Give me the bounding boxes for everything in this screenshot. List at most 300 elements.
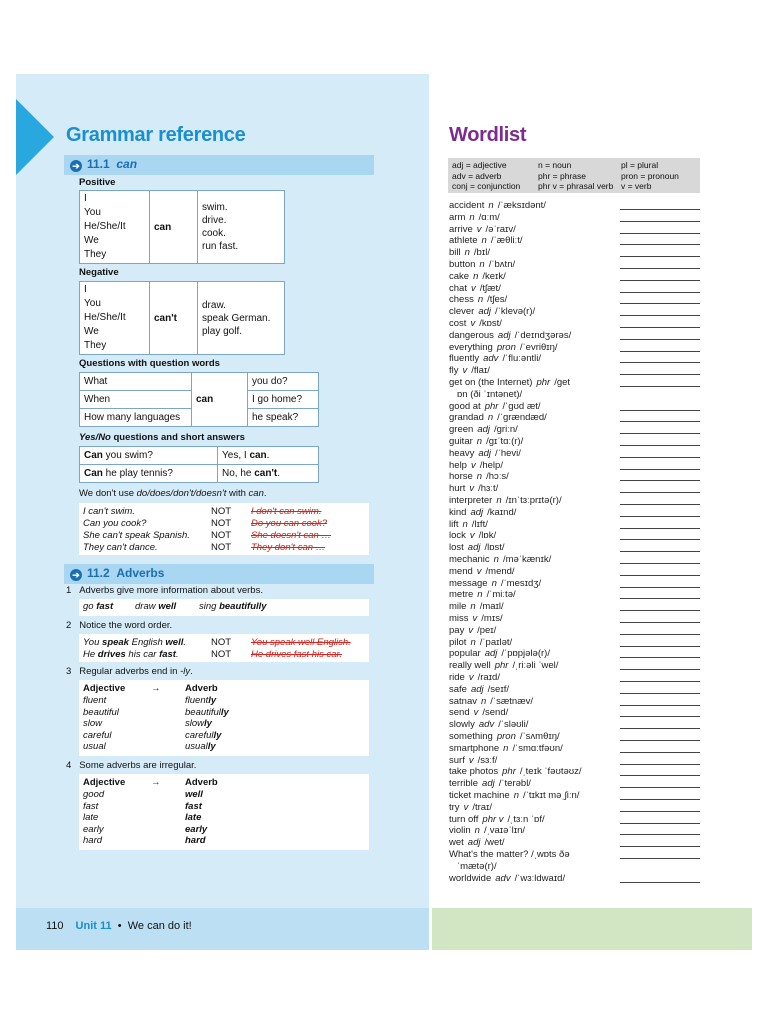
pronunciation: /ˈsætnæv/ [490, 695, 534, 707]
part-of-speech: v [473, 707, 479, 719]
wordlist-entry [449, 330, 571, 341]
legend-item: v = verb [621, 181, 652, 191]
yesno-table [79, 446, 319, 483]
section-header-adverbs: ➔ 11.2 Adverbs [64, 564, 374, 584]
wordlist-entry [449, 507, 516, 518]
pronunciation: /ˈklevə(r)/ [495, 306, 536, 318]
grammar-reference-title: Grammar reference [66, 124, 246, 146]
question-end: he speak? [248, 409, 319, 427]
part-of-speech: v [476, 565, 482, 577]
word: ɒn (ði ˈɪntənet)/ [457, 388, 523, 400]
wordlist-entry [449, 660, 558, 671]
arrow-right-icon: ➔ [70, 569, 82, 581]
part-of-speech: adv [495, 872, 511, 884]
adverb-header: Adverb [185, 777, 218, 788]
example-wrong: They don't can … [251, 542, 326, 553]
answer-line[interactable] [620, 693, 700, 694]
part-of-speech: pron [496, 341, 516, 353]
wordlist-entry [449, 613, 503, 624]
example-wrong: She doesn't can … [251, 530, 331, 541]
word: smartphone [449, 742, 500, 754]
adverb-suffix: ly [204, 718, 212, 729]
answer-line[interactable] [620, 445, 700, 446]
wordlist-entry [457, 861, 497, 872]
answer-line[interactable] [620, 752, 700, 753]
word: miss [449, 613, 469, 624]
part-of-speech: v [469, 483, 475, 495]
wordlist-entry [449, 212, 500, 223]
part-of-speech: n [470, 636, 476, 648]
part-of-speech: pron [496, 731, 516, 742]
word: athlete [449, 235, 478, 247]
point-1: 1 Adverbs give more information about verbs. [66, 585, 263, 596]
footer-band-right [432, 908, 752, 950]
answer-line[interactable] [620, 551, 700, 552]
wordlist-entry [449, 554, 551, 565]
word: metre [449, 589, 474, 601]
answer-line[interactable] [620, 740, 700, 741]
answer-line[interactable] [620, 681, 700, 682]
adverb-examples-box [79, 599, 369, 616]
word: try [449, 801, 460, 813]
adverb: late [185, 812, 202, 823]
word: dangerous [449, 329, 494, 341]
section-header-can: ➔ 11.1 can [64, 155, 374, 175]
question-word: When [80, 391, 192, 409]
pronunciation: /ɪnˈtɜːprɪtə(r)/ [505, 495, 562, 506]
answer-line[interactable] [620, 705, 700, 706]
example-wrong: I don't can swim. [251, 506, 322, 517]
wordlist-entry [449, 377, 570, 388]
answer-line[interactable] [620, 244, 700, 245]
word: safe [449, 683, 467, 695]
word: terrible [449, 778, 479, 790]
answer-line[interactable] [620, 575, 700, 576]
wordlist-entry [449, 200, 546, 211]
subject: They [84, 340, 107, 351]
negative-label: Negative [79, 267, 119, 278]
irregular-adverbs-box [79, 774, 369, 850]
answer-line[interactable] [620, 480, 700, 481]
word: turn off [449, 813, 479, 825]
part-of-speech: n [462, 518, 468, 530]
wordlist-entry [449, 648, 550, 659]
part-of-speech: v [469, 530, 475, 542]
answer-line[interactable] [620, 775, 700, 776]
pronunciation: /mɪs/ [481, 613, 503, 624]
word: interpreter [449, 495, 493, 506]
part-of-speech: adv [478, 719, 495, 731]
wordlist-entry [449, 460, 503, 471]
adjective: slow [83, 718, 103, 729]
pronunciation: /tʃes/ [487, 294, 508, 306]
verb-cell: can't [150, 282, 198, 355]
subject: You [84, 298, 101, 309]
pronunciation: /ˈpaɪlət/ [479, 636, 513, 648]
subject: They [84, 249, 107, 260]
example: sing beautifully [199, 601, 267, 612]
pronunciation: /ˌwɒts ðə [531, 849, 570, 860]
word-order-box [79, 634, 369, 662]
pronunciation: /ˈhevi/ [495, 447, 521, 459]
part-of-speech: v [462, 365, 468, 377]
completion: play golf. [202, 325, 243, 337]
answer-line[interactable] [620, 280, 700, 281]
wordlist-entry [449, 471, 509, 482]
wordlist-entry [449, 873, 565, 884]
part-of-speech: v [470, 318, 476, 329]
example-wrong: Do you can cook? [251, 518, 328, 529]
pronunciation: /ˈevriθɪŋ/ [519, 341, 558, 353]
legend-item: phr v = phrasal verb [538, 181, 614, 191]
word: mile [449, 601, 467, 613]
part-of-speech: n [477, 294, 484, 306]
wordlist-entry [449, 790, 579, 801]
answer-line[interactable] [620, 386, 700, 387]
legend-col [538, 160, 613, 192]
adverb-suffix: ly [220, 706, 229, 718]
pronunciation: /ˈsmɑːtfəʊn/ [512, 742, 563, 754]
pronunciation: /help/ [479, 459, 503, 471]
part-of-speech: n [496, 495, 502, 506]
pronunciation: /ɡɪˈtɑː(r)/ [486, 436, 524, 447]
answer-line[interactable] [620, 362, 700, 363]
subject: He/She/It [84, 221, 126, 232]
word: fluently [449, 353, 480, 365]
wordlist-entry [449, 625, 496, 636]
answer-line[interactable] [620, 209, 700, 210]
wordlist-entry [449, 224, 516, 235]
pronunciation: /kaɪnd/ [487, 506, 517, 518]
word: get on (the Internet) [449, 377, 533, 388]
verb-cell: can [192, 373, 248, 427]
pronunciation: /ˈæksɪdənt/ [497, 200, 546, 211]
wordlist-entry [449, 601, 504, 612]
wordlist-entry [449, 294, 507, 305]
adjective: beautiful [83, 706, 119, 718]
pronunciation: /ˌvaɪəˈlɪn/ [483, 825, 526, 837]
wordlist-entry [449, 566, 515, 577]
word: hurt [449, 483, 466, 495]
pronunciation: /ˈæθliːt/ [490, 235, 523, 247]
wordlist-entry [449, 578, 541, 589]
answer-line[interactable] [620, 221, 700, 222]
answer-line[interactable] [620, 516, 700, 517]
wordlist-entry [449, 424, 518, 435]
answer-line[interactable] [620, 716, 700, 717]
legend-item: adj = adjective [452, 160, 507, 170]
not-label: NOT [211, 649, 232, 660]
part-of-speech: adj [478, 306, 492, 318]
arrow-right-icon: → [151, 777, 161, 788]
not-label: NOT [211, 518, 232, 529]
pronunciation: /bɪl/ [473, 247, 490, 259]
word: chat [449, 282, 467, 294]
word: good at [449, 400, 481, 412]
pronunciation: /ˈpɒpjələ(r)/ [501, 648, 550, 660]
pronunciation: /keɪk/ [482, 270, 506, 282]
adverb-suffix: ly [213, 729, 222, 741]
adjective: usual [83, 741, 106, 752]
word: cake [449, 270, 470, 282]
answer-line[interactable] [620, 657, 700, 658]
answer-line[interactable] [620, 598, 700, 599]
subject: We [84, 326, 99, 337]
adverb-stem: careful [185, 729, 214, 741]
part-of-speech: phr v [482, 813, 504, 825]
pronunciation: /seɪf/ [487, 683, 509, 695]
completion: run fast. [202, 241, 239, 252]
part-of-speech: adj [470, 683, 484, 695]
part-of-speech: adj [467, 542, 481, 554]
can-examples-box [79, 503, 369, 555]
answer-line[interactable] [620, 563, 700, 564]
part-of-speech: n [469, 211, 475, 223]
pronunciation: /ˌteɪk ˈfəʊtəʊz/ [519, 766, 582, 778]
part-of-speech: n [481, 235, 487, 247]
answer-line[interactable] [620, 834, 700, 835]
part-of-speech: n [487, 412, 494, 424]
pronunciation: /wet/ [484, 837, 505, 849]
word: surf [449, 754, 465, 766]
answer-line[interactable] [620, 811, 700, 812]
pronunciation: /peɪ/ [477, 624, 497, 636]
part-of-speech: v [472, 613, 478, 624]
answer-line[interactable] [620, 539, 700, 540]
answer-line[interactable] [620, 374, 700, 375]
adverb-suffix: ly [208, 695, 217, 706]
pronunciation: /ˌtɜːn ˈɒf/ [507, 813, 545, 825]
part-of-speech: n [476, 436, 483, 447]
answer-line[interactable] [620, 327, 700, 328]
word: mend [449, 565, 473, 577]
example-right: I can't swim. [83, 506, 135, 517]
example-right: He drives his car fast. [83, 649, 179, 660]
adverb-stem: beautiful [185, 706, 221, 718]
wordlist-entry [449, 755, 497, 766]
word: send [449, 707, 470, 719]
pronunciation: /ˈdeɪndʒərəs/ [514, 329, 572, 341]
wordlist-entry [449, 259, 515, 270]
completion: drive. [202, 215, 227, 226]
word: arm [449, 211, 466, 223]
wordlist-entry [449, 530, 496, 541]
adverb: well [185, 789, 203, 800]
pronunciation: /raɪd/ [477, 672, 500, 683]
not-label: NOT [211, 637, 232, 648]
point-3: 3 Regular adverbs end in -ly. [66, 666, 193, 677]
part-of-speech: v [470, 459, 476, 471]
word: pilot [449, 636, 467, 648]
arrow-tab-icon [16, 99, 54, 175]
answer-cell: No, he can't. [218, 465, 319, 483]
point-4: 4 Some adverbs are irregular. [66, 760, 197, 771]
answer-line[interactable] [620, 292, 700, 293]
part-of-speech: v [468, 672, 474, 683]
adverb-suffix: ly [207, 741, 216, 752]
answer-line[interactable] [620, 433, 700, 434]
answer-line[interactable] [620, 622, 700, 623]
wordlist-entry [449, 825, 525, 836]
question-end: you do? [248, 373, 319, 391]
word: pay [449, 624, 465, 636]
pronunciation: /hɜːt/ [478, 483, 499, 495]
answer-line[interactable] [620, 315, 700, 316]
example-right: You speak English well. [83, 637, 186, 648]
not-label: NOT [211, 542, 232, 553]
wordlist-entry [449, 448, 521, 459]
adverb [185, 730, 221, 741]
pronunciation: /traɪ/ [472, 801, 493, 813]
part-of-speech: n [493, 554, 499, 565]
part-of-speech: n [481, 695, 487, 707]
positive-table [79, 190, 285, 264]
part-of-speech: adj [497, 329, 511, 341]
pronunciation: /send/ [482, 707, 509, 719]
regular-adverbs-box [79, 680, 369, 756]
part-of-speech: n [513, 790, 520, 801]
answer-line[interactable] [620, 610, 700, 611]
part-of-speech: adj [478, 447, 492, 459]
adverb: early [185, 823, 208, 835]
question-word: What [80, 373, 192, 391]
answer-line[interactable] [620, 339, 700, 340]
answer-line[interactable] [620, 764, 700, 765]
answer-line[interactable] [620, 728, 700, 729]
pronunciation: /maɪl/ [479, 601, 504, 613]
part-of-speech: n [479, 259, 485, 270]
adverb-header: Adverb [185, 683, 218, 694]
answer-line[interactable] [620, 457, 700, 458]
pronunciation: /ˈɡʊd æt/ [502, 400, 541, 412]
wordlist-entry [449, 672, 500, 683]
answer-line[interactable] [620, 504, 700, 505]
part-of-speech: v [470, 282, 476, 294]
answer-line[interactable] [620, 268, 700, 269]
wordlist-entry [449, 802, 492, 813]
part-of-speech: adv [483, 353, 499, 365]
wordlist-entry [449, 849, 570, 860]
adjective: careful [83, 729, 112, 741]
adverb [185, 695, 216, 706]
answer-line[interactable] [620, 646, 700, 647]
answer-line[interactable] [620, 858, 700, 859]
pronunciation: /lɪft/ [471, 518, 488, 530]
pronunciation: /ˈfluːəntli/ [502, 353, 541, 365]
answer-line[interactable] [620, 799, 700, 800]
adverb [185, 718, 212, 729]
part-of-speech: phr [494, 660, 509, 672]
answer-line[interactable] [620, 634, 700, 635]
word: wet [449, 837, 464, 849]
answer-line[interactable] [620, 469, 700, 470]
answer-line[interactable] [620, 587, 700, 588]
questions-table [79, 372, 319, 427]
wordlist-entry [449, 589, 516, 600]
word: satnav [449, 695, 477, 707]
wordlist-entry [449, 719, 528, 730]
wordlist-entry [449, 495, 562, 506]
word: horse [449, 471, 473, 483]
adjective: fast [83, 800, 99, 812]
adjective: fluent [83, 695, 107, 706]
answer-line[interactable] [620, 823, 700, 824]
wordlist-entry [449, 353, 541, 364]
not-label: NOT [211, 530, 232, 541]
answer-line[interactable] [620, 492, 700, 493]
answer-line[interactable] [620, 303, 700, 304]
answer-line[interactable] [620, 846, 700, 847]
pronunciation: /ˈmesɪdʒ/ [500, 577, 542, 589]
completion: speak German. [202, 312, 271, 324]
part-of-speech: adj [484, 648, 498, 660]
answer-line[interactable] [620, 256, 700, 257]
wordlist-entry [449, 684, 509, 695]
question-cell: Can you swim? [80, 447, 218, 465]
wordlist-entry [449, 814, 545, 825]
answer-line[interactable] [620, 669, 700, 670]
wordlist-entry [449, 401, 541, 412]
answer-line[interactable] [620, 351, 700, 352]
part-of-speech: adj [467, 837, 481, 849]
part-of-speech: n [488, 200, 494, 211]
answer-line[interactable] [620, 233, 700, 234]
adverb-stem: usual [185, 741, 208, 752]
dont-note: We don't use do/does/don't/doesn't with can. [79, 488, 267, 499]
part-of-speech: phr [536, 377, 551, 388]
pronunciation: /sɜːf/ [477, 754, 498, 766]
part-of-speech: phr [484, 400, 499, 412]
abbreviation-legend [448, 158, 700, 193]
completion: draw. [202, 299, 226, 311]
wordlist-title: Wordlist [449, 124, 527, 146]
example-wrong: He drives fast his car. [251, 649, 342, 660]
pronunciation: /lɒst/ [484, 542, 505, 554]
word: something [449, 731, 493, 742]
pronunciation: /hɔːs/ [486, 471, 509, 483]
pronunciation: /get [554, 377, 571, 388]
answer-line[interactable] [620, 528, 700, 529]
word: ride [449, 672, 465, 683]
pronunciation: /əˈraɪv/ [485, 223, 516, 235]
word: accident [449, 200, 485, 211]
objects-cell [198, 191, 285, 264]
arrow-right-icon: → [151, 683, 161, 694]
pronunciation: /kɒst/ [479, 318, 502, 329]
wordlist-entry [449, 365, 490, 376]
wordlist-entry [449, 271, 506, 282]
wordlist-entry [449, 542, 505, 553]
answer-line[interactable] [620, 882, 700, 883]
answer-line[interactable] [620, 787, 700, 788]
part-of-speech: n [491, 577, 497, 589]
wordlist-entry [449, 519, 488, 530]
wordlist-entry [449, 306, 535, 317]
answer-line[interactable] [620, 410, 700, 411]
wordlist-entry [449, 696, 533, 707]
part-of-speech: n [464, 247, 470, 259]
objects-cell [198, 282, 285, 355]
answer-line[interactable] [620, 421, 700, 422]
word: ˈmætə(r)/ [457, 860, 497, 872]
word: green [449, 424, 474, 436]
question-word: How many languages [80, 409, 192, 427]
word: arrive [449, 223, 473, 235]
answer-cell: Yes, I can. [218, 447, 319, 465]
part-of-speech: adj [470, 506, 484, 518]
pronunciation: /ˈmiːtə/ [486, 589, 516, 601]
word: guitar [449, 436, 473, 447]
